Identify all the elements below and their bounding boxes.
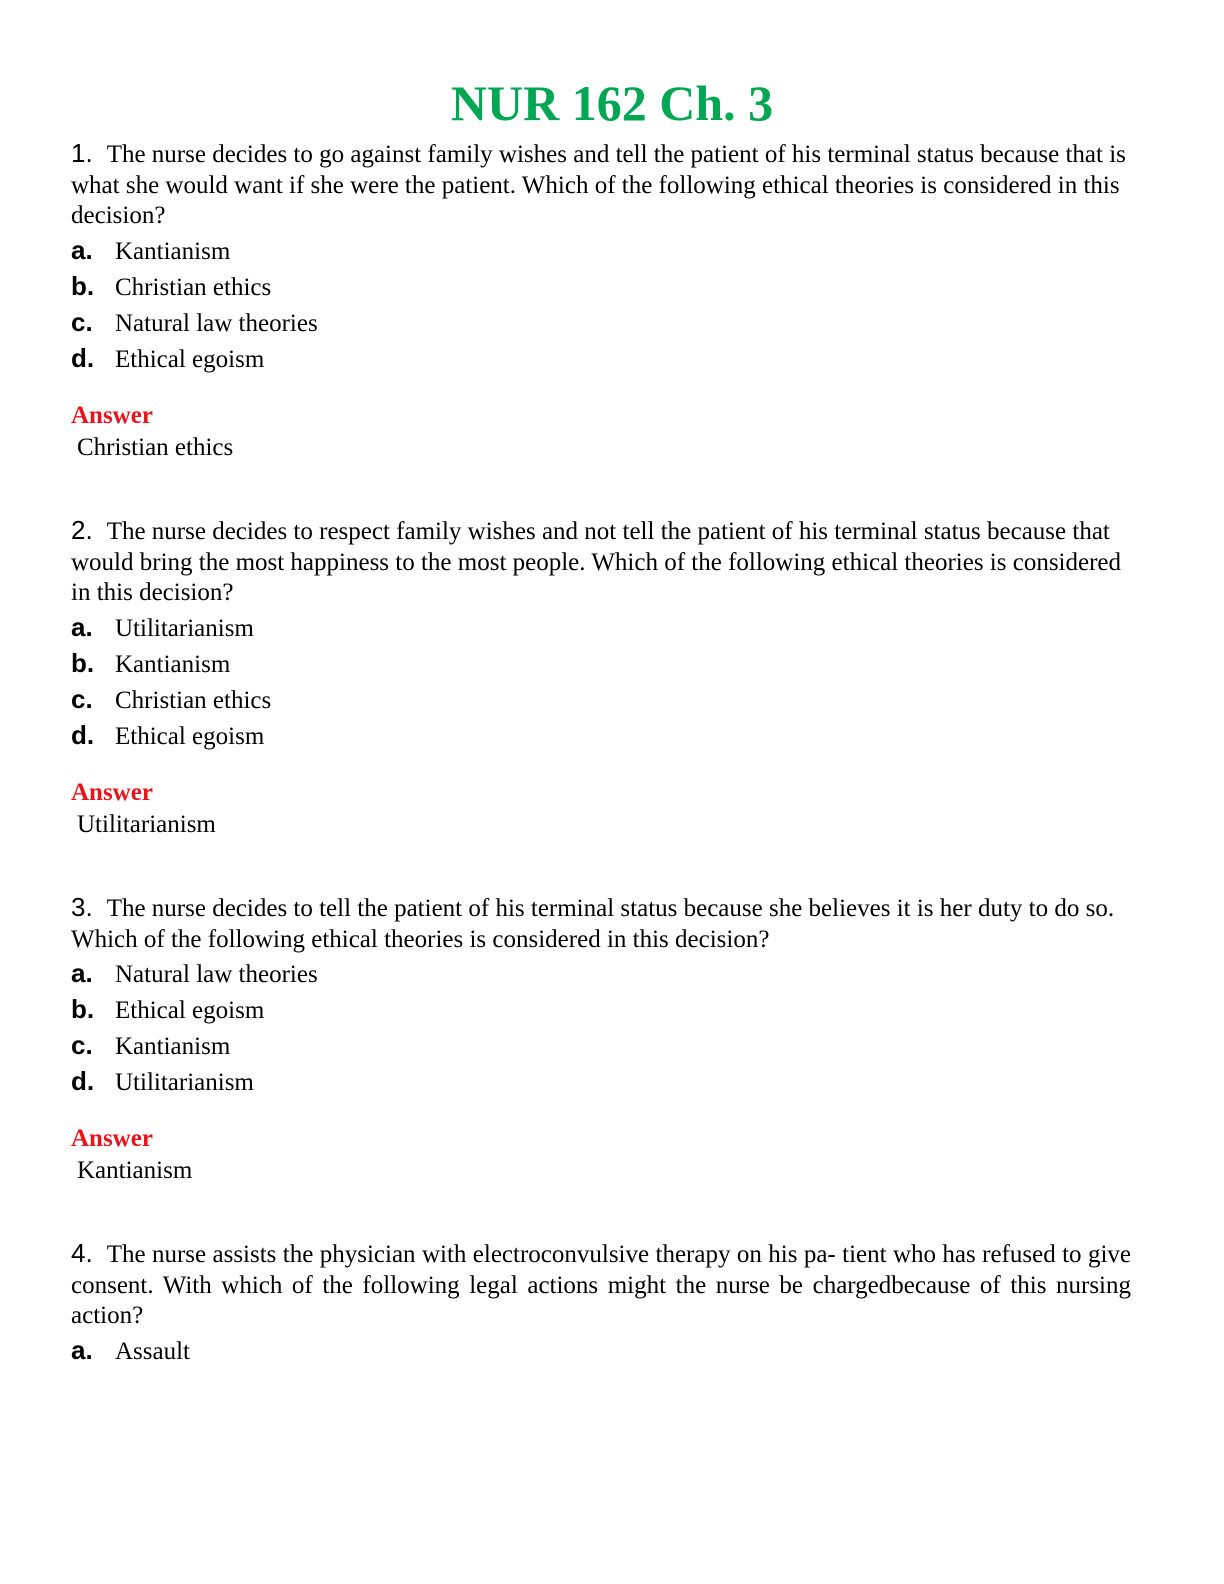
option-b[interactable]: [71, 994, 1131, 1030]
option-letter: d.: [71, 719, 95, 750]
option-letter: a.: [71, 234, 93, 265]
question-4: [71, 1238, 1131, 1371]
question-text: The nurse decides to go against family wishes and tell the patient of his terminal status because that is what she would want if she were the patient. Which of the following ethical theories is considered in this decision?: [71, 141, 1126, 229]
option-text: Christian ethics: [115, 686, 272, 714]
answer-text: Christian ethics: [77, 434, 234, 461]
question-stem: [71, 138, 1131, 232]
answer-text: Utilitarianism: [77, 811, 216, 838]
option-text: Utilitarianism: [115, 1069, 254, 1096]
option-text: Ethical egoism: [115, 997, 265, 1024]
answer-label: Answer: [71, 402, 153, 429]
option-a[interactable]: [71, 1335, 1131, 1371]
option-letter: d.: [71, 1066, 95, 1096]
question-number: 3.: [71, 892, 93, 922]
option-text: Assault: [115, 1337, 190, 1365]
option-text: Kantianism: [115, 650, 231, 678]
option-letter: c.: [71, 1030, 93, 1060]
option-d[interactable]: [71, 1066, 1131, 1102]
question-text: The nurse decides to respect family wishes and not tell the patient of his terminal status because that would bring the most happiness to the most people. Which of the following ethical theories is considered in this decision?: [71, 518, 1122, 606]
option-b[interactable]: [71, 648, 1131, 684]
option-b[interactable]: [71, 271, 1131, 307]
option-d[interactable]: [71, 343, 1131, 379]
option-letter: c.: [71, 683, 93, 714]
option-text: Ethical egoism: [115, 345, 265, 373]
question-text: The nurse assists the physician with electroconvulsive therapy on his pa- tient who has refused to give consent. With which of the following legal actions might the nurse be chargedbecause of this nursing action?: [71, 1241, 1131, 1329]
option-a[interactable]: [71, 612, 1131, 648]
option-text: Ethical egoism: [115, 722, 265, 750]
option-text: Utilitarianism: [115, 614, 254, 642]
option-text: Natural law theories: [115, 309, 318, 337]
question-number: 4.: [71, 1238, 93, 1268]
option-text: Natural law theories: [115, 961, 318, 988]
answer-label: Answer: [71, 1125, 153, 1152]
question-stem: [71, 892, 1131, 955]
option-text: Kantianism: [115, 237, 231, 265]
option-letter: a.: [71, 958, 93, 988]
option-letter: b.: [71, 994, 95, 1024]
question-number: 1.: [71, 138, 93, 168]
option-text: Kantianism: [115, 1033, 231, 1060]
option-letter: a.: [71, 611, 93, 642]
question-1: [71, 138, 1131, 379]
question-2: [71, 515, 1131, 756]
question-number: 2.: [71, 515, 93, 545]
option-letter: b.: [71, 647, 95, 678]
option-letter: b.: [71, 270, 95, 301]
option-a[interactable]: [71, 958, 1131, 994]
page-title: NUR 162 Ch. 3: [450, 75, 774, 131]
option-letter: d.: [71, 342, 95, 373]
option-c[interactable]: [71, 684, 1131, 720]
answer-label: Answer: [71, 779, 153, 806]
option-d[interactable]: [71, 720, 1131, 756]
option-a[interactable]: [71, 235, 1131, 271]
answer-text: Kantianism: [77, 1157, 193, 1184]
option-letter: c.: [71, 306, 93, 337]
question-text: The nurse decides to tell the patient of his terminal status because she believes it is her duty to do so. Which of the following ethical theories is considered in this decision?: [71, 895, 1115, 953]
question-stem: [71, 1238, 1131, 1332]
option-c[interactable]: [71, 307, 1131, 343]
option-c[interactable]: [71, 1030, 1131, 1066]
option-letter: a.: [71, 1334, 93, 1365]
question-3: [71, 892, 1131, 1102]
question-stem: [71, 515, 1131, 609]
option-text: Christian ethics: [115, 273, 272, 301]
